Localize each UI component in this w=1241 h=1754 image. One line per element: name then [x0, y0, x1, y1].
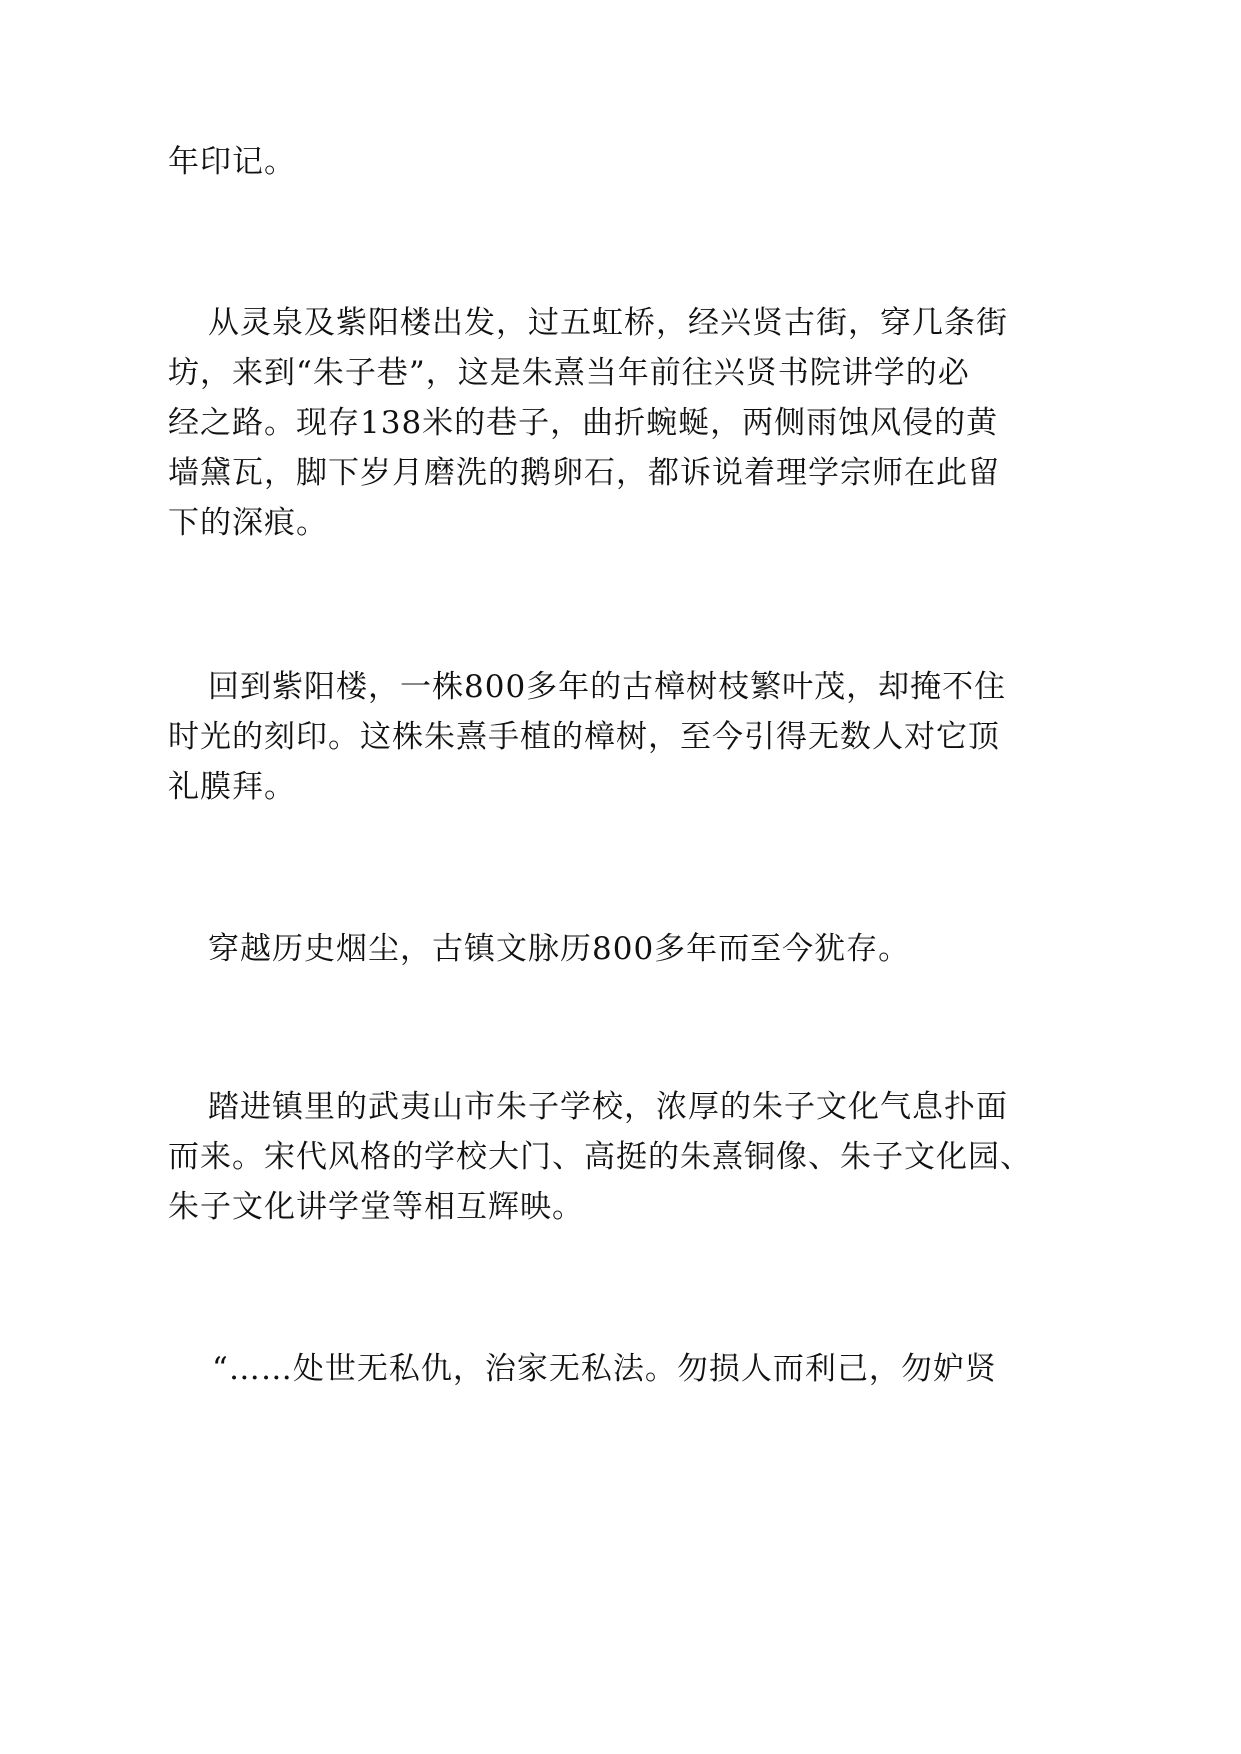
text-line: 经之路。现存138米的巷子，曲折蜿蜒，两侧雨蚀风侵的黄 — [168, 405, 999, 441]
text-line: 而来。宋代风格的学校大门、高挺的朱熹铜像、朱子文化园、 — [168, 1139, 1032, 1175]
text-line: 从灵泉及紫阳楼出发，过五虹桥，经兴贤古街，穿几条街 — [208, 305, 1008, 341]
paragraph-cultural-lineage — [168, 924, 948, 974]
paragraph-zhuzi-school — [168, 1082, 1032, 1232]
paragraph-continuation — [168, 137, 948, 187]
text-line: 礼膜拜。 — [168, 769, 296, 805]
text-line: 朱子文化讲学堂等相互辉映。 — [168, 1189, 584, 1225]
text-line: 墙黛瓦，脚下岁月磨洗的鹅卵石，都诉说着理学宗师在此留 — [168, 455, 1000, 491]
text-line: “……处世无私仇，治家无私法。勿损人而利己，勿妒贤 — [212, 1351, 997, 1387]
text-line: 时光的刻印。这株朱熹手植的樟树，至今引得无数人对它顶 — [168, 719, 1000, 755]
paragraph-zhuzi-lane — [168, 298, 1008, 548]
text-line: 穿越历史烟尘，古镇文脉历800多年而至今犹存。 — [208, 931, 911, 967]
text-line: 踏进镇里的武夷山市朱子学校，浓厚的朱子文化气息扑面 — [208, 1089, 1008, 1125]
text-line: 坊，来到“朱子巷”，这是朱熹当年前往兴贤书院讲学的必 — [168, 355, 970, 391]
paragraph-quotation — [168, 1344, 997, 1394]
text-line: 下的深痕。 — [168, 505, 328, 541]
paragraph-camphor-tree — [168, 662, 1007, 812]
text-line: 回到紫阳楼，一株800多年的古樟树枝繁叶茂，却掩不住 — [208, 669, 1007, 705]
text-line: 年印记。 — [168, 144, 296, 180]
